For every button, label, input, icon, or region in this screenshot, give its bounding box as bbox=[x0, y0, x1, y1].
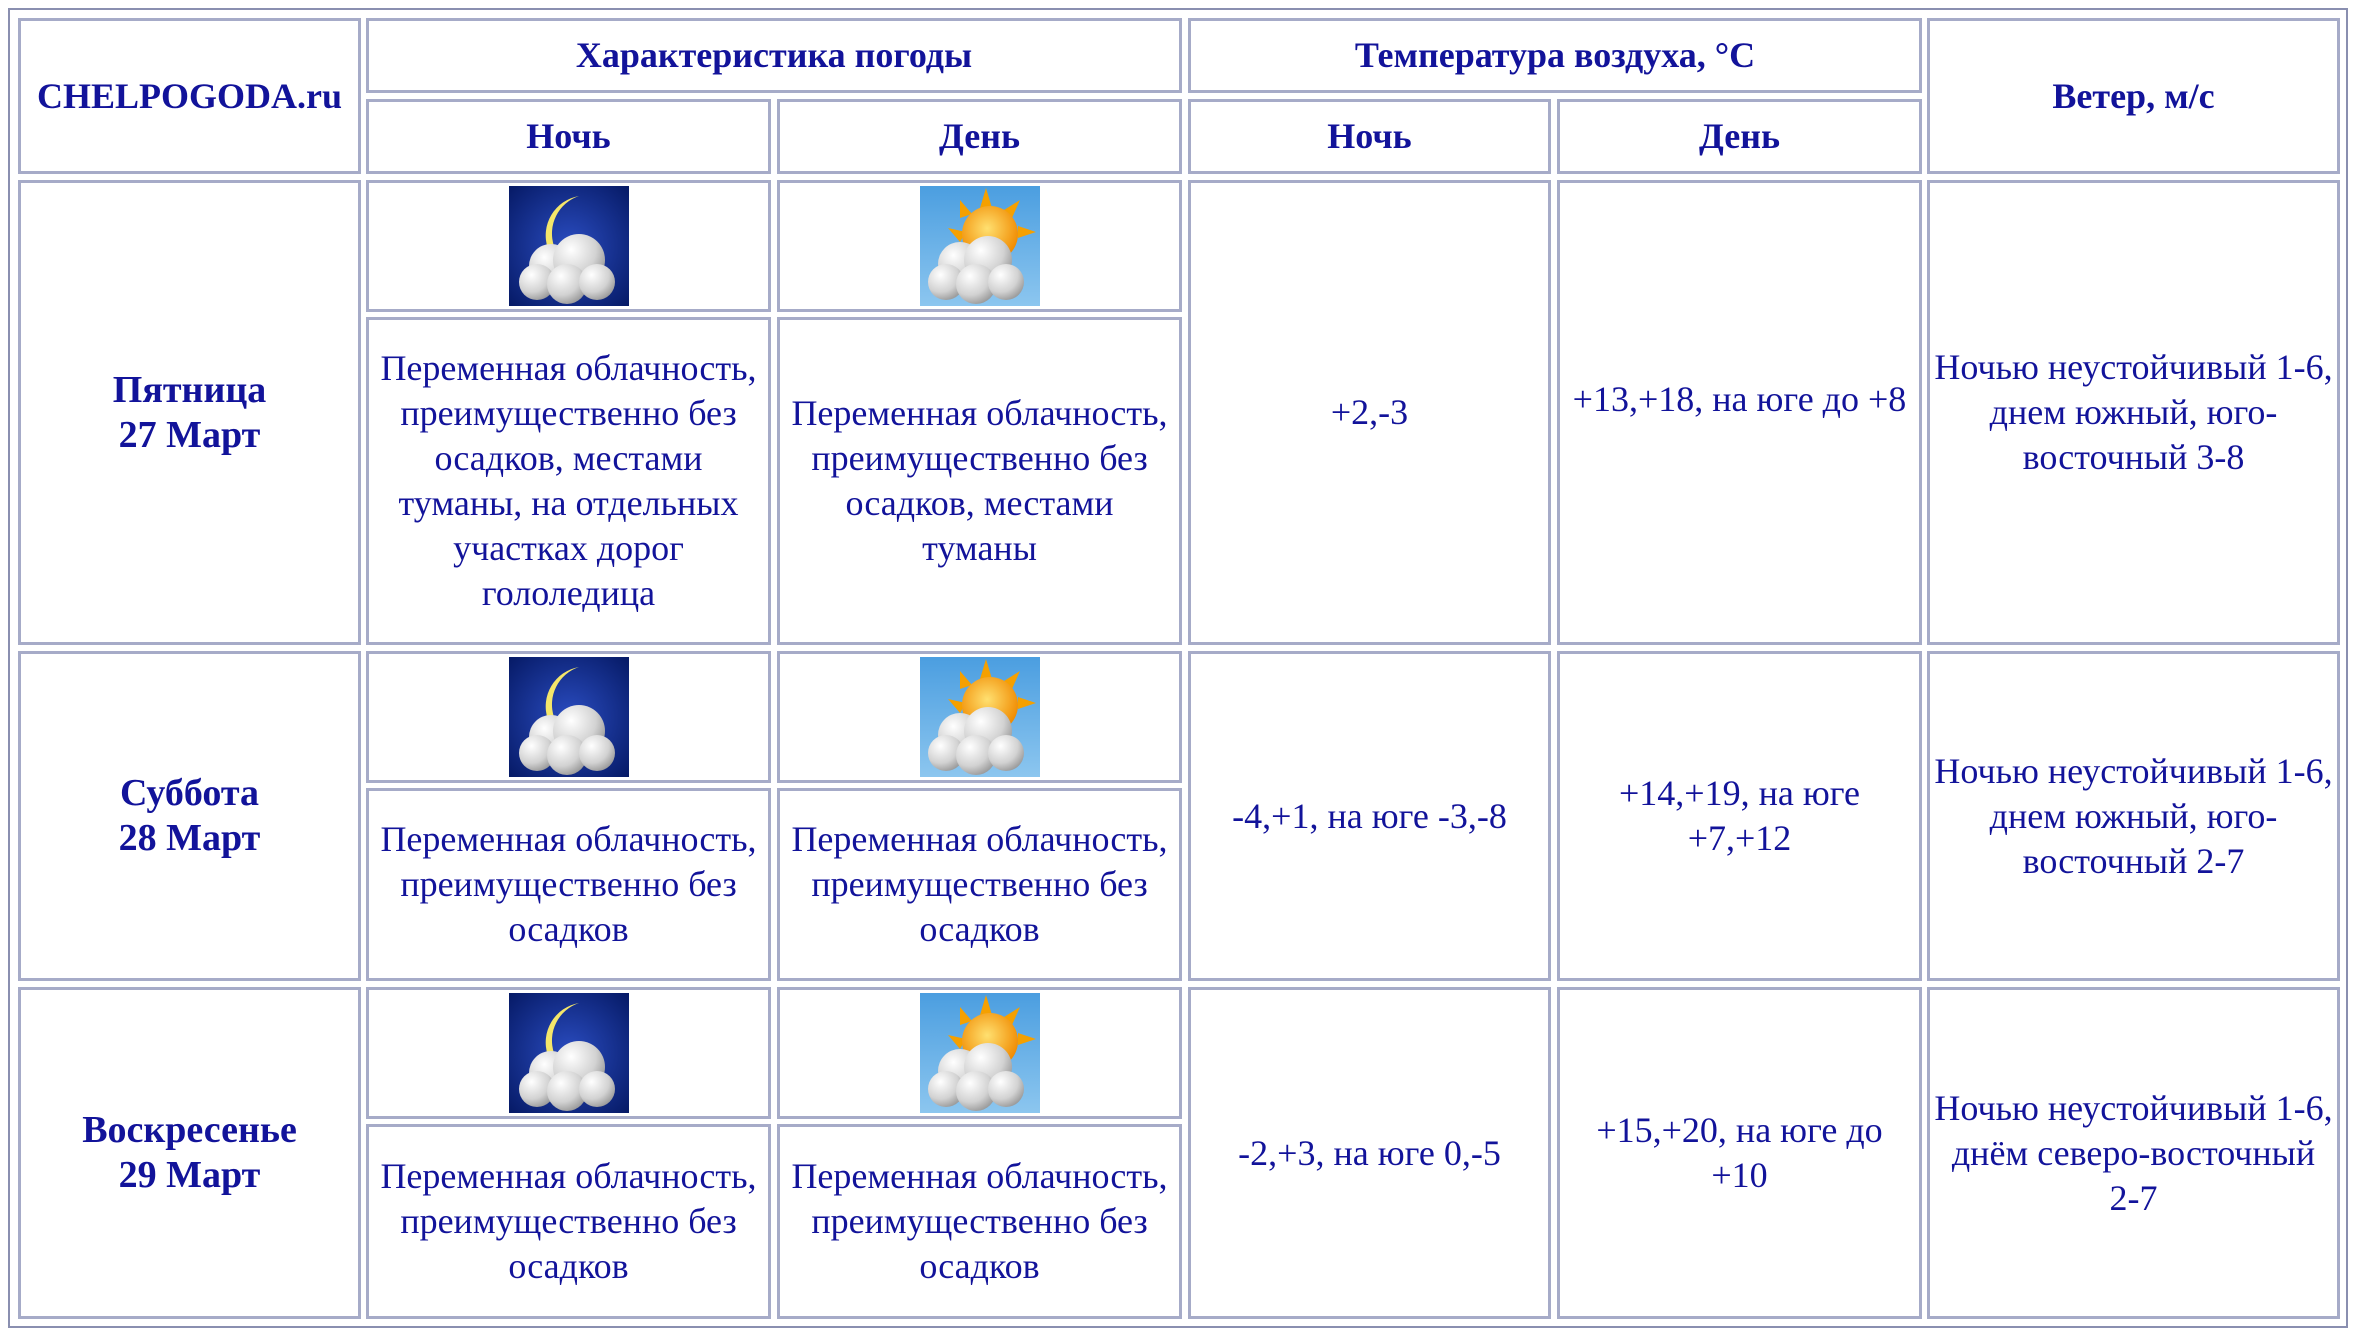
night-weather-description: Переменная облачность, преимущественно без осадков bbox=[366, 1124, 771, 1319]
night-temperature: +2,-3 bbox=[1188, 180, 1551, 645]
weekday: Суббота bbox=[119, 772, 260, 814]
temp-day-header: День bbox=[1557, 99, 1922, 174]
night-weather-description: Переменная облачность, преимущественно без осадков, местами туманы, на отдельных участках дорог гололедица bbox=[366, 317, 771, 645]
day-weather-icon-cell bbox=[777, 987, 1182, 1119]
day-weather-description: Переменная облачность, преимущественно без осадков, местами туманы bbox=[777, 317, 1182, 645]
day-weather-description: Переменная облачность, преимущественно без осадков bbox=[777, 1124, 1182, 1319]
night-weather-icon-cell bbox=[366, 987, 771, 1119]
day-weather-icon-cell bbox=[777, 651, 1182, 783]
day-label bbox=[18, 987, 361, 1319]
sun-cloud-icon bbox=[920, 993, 1040, 1113]
day-weather-icon-cell bbox=[777, 180, 1182, 312]
wind-header: Ветер, м/с bbox=[1927, 18, 2340, 174]
temp-night-header: Ночь bbox=[1188, 99, 1551, 174]
day-temperature: +14,+19, на юге +7,+12 bbox=[1557, 651, 1922, 981]
site-name: CHELPOGODA.ru bbox=[18, 18, 361, 174]
weather-group-header: Характеристика погоды bbox=[366, 18, 1182, 93]
night-weather-description: Переменная облачность, преимущественно без осадков bbox=[366, 788, 771, 981]
sun-cloud-icon bbox=[920, 186, 1040, 306]
wind-description: Ночью неустойчивый 1-6, днем южный, юго-восточный 2-7 bbox=[1927, 651, 2340, 981]
temperature-group-header: Температура воздуха, °C bbox=[1188, 18, 1922, 93]
date: 29 Март bbox=[118, 1154, 261, 1196]
night-weather-icon-cell bbox=[366, 651, 771, 783]
moon-cloud-icon bbox=[509, 186, 629, 306]
day-weather-description: Переменная облачность, преимущественно без осадков bbox=[777, 788, 1182, 981]
weekday: Пятница bbox=[112, 368, 267, 411]
day-label bbox=[18, 651, 361, 981]
weather-night-header: Ночь bbox=[366, 99, 771, 174]
date: 28 Март bbox=[118, 817, 261, 859]
moon-cloud-icon bbox=[509, 657, 629, 777]
wind-description: Ночью неустойчивый 1-6, днем южный, юго-восточный 3-8 bbox=[1927, 180, 2340, 645]
night-temperature: -2,+3, на юге 0,-5 bbox=[1188, 987, 1551, 1319]
day-label bbox=[18, 180, 361, 645]
date: 27 Март bbox=[118, 413, 261, 456]
day-temperature: +15,+20, на юге до +10 bbox=[1557, 987, 1922, 1319]
sun-cloud-icon bbox=[920, 657, 1040, 777]
wind-description: Ночью неустойчивый 1-6, днём северо-восточный 2-7 bbox=[1927, 987, 2340, 1319]
moon-cloud-icon bbox=[509, 993, 629, 1113]
weather-day-header: День bbox=[777, 99, 1182, 174]
weekday: Воскресенье bbox=[82, 1109, 297, 1151]
night-temperature: -4,+1, на юге -3,-8 bbox=[1188, 651, 1551, 981]
night-weather-icon-cell bbox=[366, 180, 771, 312]
day-temperature: +13,+18, на юге до +8 bbox=[1557, 180, 1922, 645]
